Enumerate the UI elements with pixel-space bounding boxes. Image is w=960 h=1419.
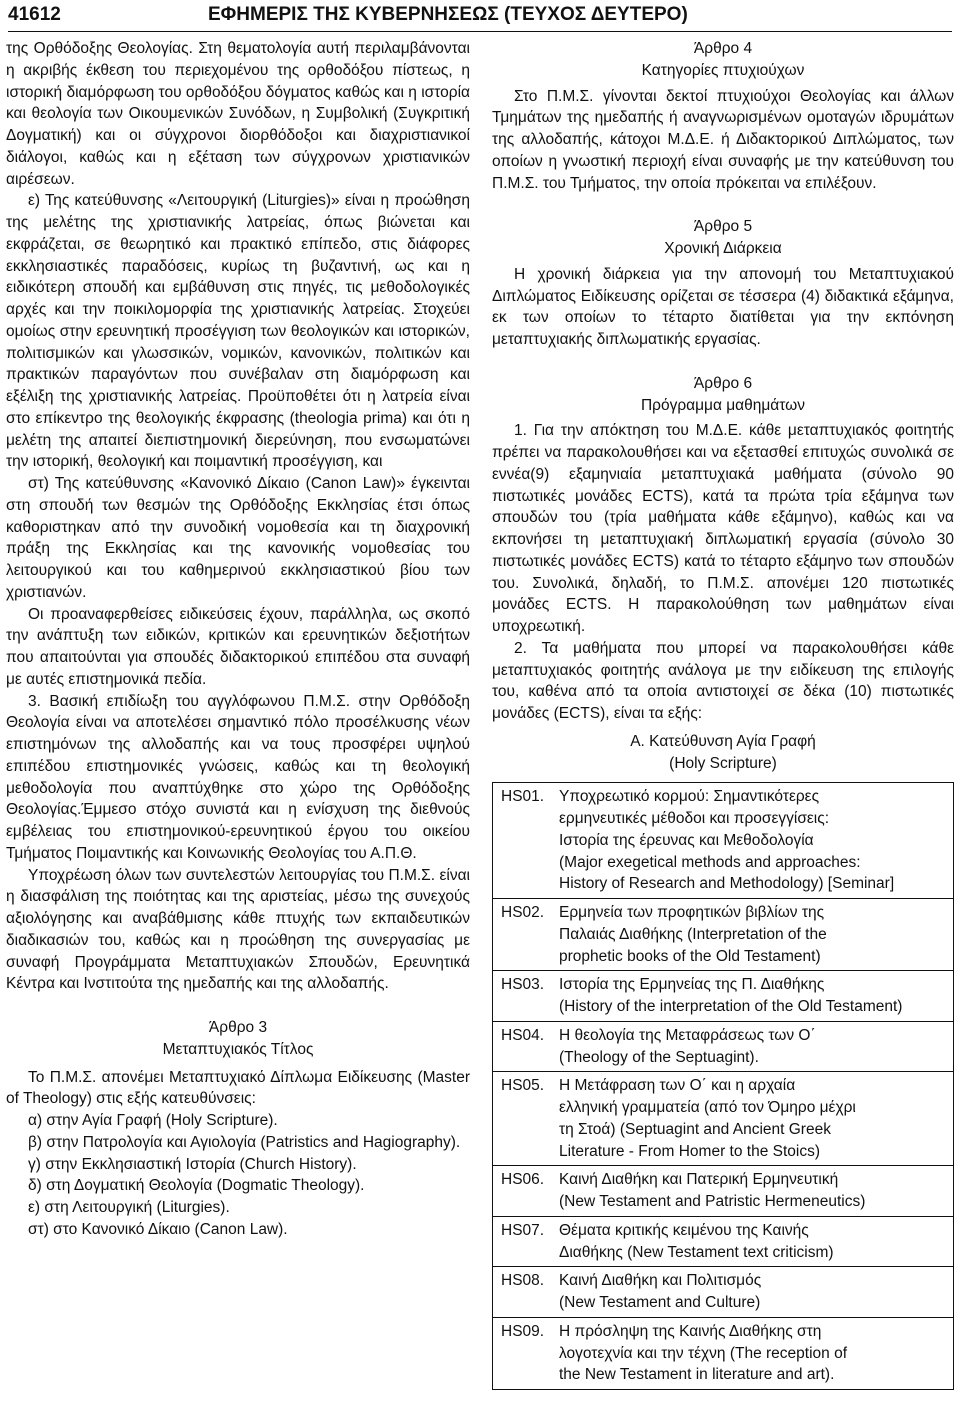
paragraph: Η χρονική διάρκεια για την απονομή του Μεταπτυχιακού Διπλώματος Ειδίκευσης ορίζεται σε τέσσερα (4) διδακτικά εξάμηνα, εκ των οποίων το τέταρτο διατίθεται για την εκπόνηση μεταπτυχιακής διπλωματικής εργασίας. <box>492 265 954 348</box>
course-description-line: Υποχρεωτικό κορμού: Σημαντικότερες <box>559 788 820 806</box>
article-6-title: Άρθρο 6 <box>693 374 753 392</box>
course-description-line: Παλαιάς Διαθήκης (Interpretation of the <box>559 925 827 943</box>
article-5-subtitle: Χρονική Διάρκεια <box>664 240 782 257</box>
page-header <box>8 4 952 30</box>
course-code: HS01. <box>501 788 545 806</box>
course-row <box>493 1317 953 1389</box>
list-item: β) στην Πατρολογία και Αγιολογία (Patristics and Hagiography). <box>28 1133 461 1151</box>
direction-a-title: Α. Κατεύθυνση Αγία Γραφή <box>630 732 816 750</box>
course-description <box>559 902 947 967</box>
course-code: HS09. <box>501 1322 545 1340</box>
course-description-line: Literature - From Homer to the Stoics) <box>559 1142 820 1160</box>
paragraph: Το Π.Μ.Σ. απονέμει Μεταπτυχιακό Δίπλωμα Ειδίκευσης (Master of Theology) στις εξής κατευθύνσεις: <box>6 1068 470 1108</box>
paragraph: 3. Βασική επιδίωξη του αγγλόφωνου Π.Μ.Σ. στην Ορθόδοξη Θεολογία είναι να αποτελέσει σημαντικό πόλο προσέλκυσης νέων επιστημόνων της αλλοδαπής και να τους προσφέρει υψηλού επιπέδου επιστημονικές γνώσεις, καθώς και τη θεολογική μεθοδολογία που αναπτύχθηκε στο χώρο της Ορθόδοξης Θεολογίας.Έμμεσο στόχο συνιστά και η ενίσχυση της διεθνούς εμβέλειας του επιστημονικού-ερευνητικού έργου του οικείου Τμήματος Ποιμαντικής και Κοινωνικής Θεολογίας του Α.Π.Θ. <box>6 692 470 862</box>
course-description <box>559 1075 947 1162</box>
course-description <box>559 1169 947 1213</box>
course-description-line: Η Μετάφραση των Ο΄ και η αρχαία <box>559 1077 796 1095</box>
course-description-line: Ερμηνεία των προφητικών βιβλίων της <box>559 904 825 921</box>
course-description-line: (New Testament and Patristic Hermeneutics) <box>559 1193 866 1210</box>
paragraph: Υποχρέωση όλων των συντελεστών λειτουργίας του Π.Μ.Σ. είναι η διασφάλιση της ποιότητας και της αριστείας, μέσω της συνεχούς αξιολόγησης και αναβάθμισης κάθε πτυχής των εκπαιδευτικών διαδικασιών του, καθώς και η προώθηση της συνεργασίας με συναφή Προγράμματα Μεταπτυχιακών Σπουδών, Ερευνητικά Κέντρα και Ινστιτούτα της ημεδαπής και της αλλοδαπής. <box>6 866 470 993</box>
course-row <box>493 1266 953 1317</box>
right-column <box>492 38 954 1390</box>
course-description-line: (Theology of the Septuagint). <box>559 1048 759 1066</box>
paragraph: Οι προαναφερθείσες ειδικεύσεις έχουν, παράλληλα, ως σκοπό την ανάπτυξη των ειδικών, κριτικών και ερευνητικών δεξιοτήτων που απαιτούνται για σπουδές διδακτορικού επιπέδου στα συναφή με αυτές επιστημονικά πεδία. <box>6 605 470 688</box>
course-description <box>559 1220 947 1264</box>
list-item: ε) στη Λειτουργική (Liturgies). <box>28 1199 230 1216</box>
course-description-line: Η θεολογία της Μεταφράσεως των Ο΄ <box>559 1026 816 1044</box>
course-table <box>492 782 954 1390</box>
course-description-line: History of Research and Methodology) [Seminar] <box>559 875 895 893</box>
article-3-subtitle: Μεταπτυχιακός Τίτλος <box>162 1040 314 1058</box>
list-item: δ) στη Δογματική Θεολογία (Dogmatic Theology). <box>28 1177 365 1195</box>
course-description-line: Ιστορία της Ερμηνείας της Π. Διαθήκης <box>559 976 825 994</box>
course-description-line: ελληνική γραμματεία (από τον Όμηρο μέχρι <box>559 1099 856 1116</box>
list-item: στ) στο Κανονικό Δίκαιο (Canon Law). <box>28 1220 288 1238</box>
paragraph: της Ορθόδοξης Θεολογίας. Στη θεματολογία αυτή περιλαμβάνονται η ακριβής έκθεση του περιεχομένου της ορθοδόξου πίστεως, η ιστορική διαμόρφωση του ορθοδόξου δόγματος καθώς και η ιστορία και θεολογία των Οικουμενικών Συνόδων, η Συμβολική (Συγκριτική Δογματική) και οι σύγχρονοι διορθόδοξοι και διαχριστιανικοί διάλογοι, καθώς και η εξέταση των σύγχρονων χριστιανικών αιρέσεων. <box>6 40 470 188</box>
course-description <box>559 1321 947 1386</box>
course-code: HS07. <box>501 1221 545 1239</box>
course-description-line: λογοτεχνία και την τέχνη (The reception of <box>559 1344 848 1362</box>
course-description-line: prophetic books of the Old Testament) <box>559 947 821 965</box>
course-description-line: Ιστορία της έρευνας και Μεθοδολογία <box>559 831 814 849</box>
paragraph: Στο Π.Μ.Σ. γίνονται δεκτοί πτυχιούχοι Θεολογίας και άλλων Τμημάτων της ημεδαπής ή αναγνωρισμένων ομοταγών ιδρυμάτων της αλλοδαπής, κάτοχοι Μ.Δ.Ε. ή Διδακτορικού Διπλώματος, των οποίων η γνωστική περιοχή είναι συναφής με την κατεύθυνση του Π.Μ.Σ. του Τμήματος, την οποία πρόκειται να επιλέξουν. <box>492 87 954 192</box>
paragraph: 1. Για την απόκτηση του Μ.Δ.Ε. κάθε μεταπτυχιακός φοιτητής πρέπει να παρακολουθήσει και να εξετασθεί επιτυχώς συνολικά σε εννέα(9) εξαμηνιαία μεταπτυχιακά μαθήματα (σύνολο 90 πιστωτικές μονάδες ECTS), κατά τα πρώτα τρία εξάμηνα των σπουδών του (τρία μαθήματα κάθε εξάμηνο), καθώς και να εκπονήσει τη μεταπτυχιακή διπλωματική εργασία (σύνολο 30 πιστωτικές μονάδες ECTS) κατά το τέταρτο εξάμηνο των σπουδών του. Συνολικά, δηλαδή, το Π.Μ.Σ. απονέμει 120 πιστωτικές μονάδες ECTS. Η παρακολούθηση των μαθημάτων είναι υποχρεωτική. <box>492 422 954 635</box>
course-row <box>493 1071 953 1165</box>
course-description-line: (History of the interpretation of the Old Testament) <box>559 998 903 1015</box>
course-description-line: (Major exegetical methods and approaches: <box>559 853 861 871</box>
course-description-line: (New Testament and Culture) <box>559 1294 761 1311</box>
article-6-subtitle: Πρόγραμμα μαθημάτων <box>640 396 806 414</box>
course-row <box>493 1216 953 1267</box>
course-description-line: ερμηνευτικές μέθοδοι και προσεγγίσεις: <box>559 810 830 827</box>
left-column <box>6 38 470 1241</box>
course-description-line: Διαθήκης (New Testament text criticism) <box>559 1243 834 1261</box>
paragraph: 2. Τα μαθήματα που μπορεί να παρακολουθήσει κάθε μεταπτυχιακός φοιτητής ανάλογα με την ειδίκευση της επιλογής του, καθένα από τα οποία αντιστοιχεί σε δέκα (10) πιστωτικές μονάδες (ECTS), είναι τα εξής: <box>492 639 954 722</box>
course-row <box>493 898 953 970</box>
course-row <box>493 1021 953 1072</box>
article-4-title: Άρθρο 4 <box>693 40 753 57</box>
course-code: HS08. <box>501 1272 545 1290</box>
course-code: HS03. <box>501 976 545 994</box>
paragraph: ε) Της κατεύθυνσης «Λειτουργική (Liturgies)» είναι η προώθηση της μελέτης της χριστιανικής λατρείας, όπως βιώνεται και εκφράζεται, σε θεωρητικό και πρακτικό επίπεδο, στις διάφορες εκκλησιαστικές παραδόσεις, κυρίως τη βυζαντινή, ως και η ειδικότερη σπουδή και εμβάθυνση στις πηγές, τις μεθοδολογικές αρχές και την ποικιλομορφία της χριστιανικής λατρείας. Στοχεύει ομοίως στην ερευνητική προσέγγιση των θεολογικών και ιστορικών, πολιτισμικών και γλωσσικών, νομικών, κανονικών, πολιτικών και πρακτικών παραγόντων που συνέβαλαν στη διαμόρφωση και εξέλιξη της χριστιανικής λατρείας. Προϋποθέτει ότι η λατρεία είναι στο επίκεντρο της θεολογικής έκφρασης (theologia prima) και ότι η μελέτη της απαιτεί διεπιστημονική διερεύνηση, που ενσωματώνει την ιστορική, θεολογική και ποιμαντική προσέγγιση, και <box>6 192 470 471</box>
course-description <box>559 786 947 895</box>
course-row <box>493 970 953 1021</box>
course-code: HS04. <box>501 1026 545 1044</box>
list-item: γ) στην Εκκλησιαστική Ιστορία (Church History). <box>28 1155 357 1173</box>
course-code: HS06. <box>501 1171 545 1189</box>
direction-a-subtitle: (Holy Scripture) <box>669 754 777 772</box>
article-3-title: Άρθρο 3 <box>208 1019 268 1036</box>
list-item: α) στην Αγία Γραφή (Holy Scripture). <box>28 1112 278 1129</box>
article-4-subtitle: Κατηγορίες πτυχιούχων <box>641 61 805 79</box>
course-description-line: Καινή Διαθήκη και Πολιτισμός <box>559 1272 762 1290</box>
course-description-line: τη Στοά) (Septuagint and Ancient Greek <box>559 1120 831 1138</box>
course-description-line: Η πρόσληψη της Καινής Διαθήκης στη <box>559 1322 822 1340</box>
course-code: HS05. <box>501 1077 545 1095</box>
page-number: 41612 <box>8 4 61 25</box>
course-description <box>559 974 947 1018</box>
paragraph: στ) Της κατεύθυνσης «Κανονικό Δίκαιο (Canon Law)» έγκεινται στη σπουδή των θεσμών της Ορθόδοξης Εκκλησίας έτσι όπως καθοριστηκαν από την συνοδική νομοθεσία και τη διαχρονική πράξη της Εκκλησίας και της κανονικής νομοθεσίας του λειτουργικού και του καθημερινού εκκλησιαστικού βίου των χριστιανών. <box>6 475 470 601</box>
course-description-line: Θέματα κριτικής κειμένου της Καινής <box>559 1221 809 1239</box>
course-description <box>559 1025 947 1069</box>
course-row <box>493 783 953 898</box>
course-description-line: the New Testament in literature and art). <box>559 1366 835 1384</box>
course-code: HS02. <box>501 904 545 921</box>
course-description <box>559 1270 947 1314</box>
header-rule <box>8 31 952 32</box>
article-5-title: Άρθρο 5 <box>693 218 753 236</box>
course-description-line: Καινή Διαθήκη και Πατερική Ερμηνευτική <box>559 1171 839 1189</box>
gazette-title: ΕΦΗΜΕΡΙΣ ΤΗΣ ΚΥΒΕΡΝΗΣΕΩΣ (ΤΕΥΧΟΣ ΔΕΥΤΕΡΟ) <box>208 4 688 25</box>
course-row <box>493 1165 953 1216</box>
